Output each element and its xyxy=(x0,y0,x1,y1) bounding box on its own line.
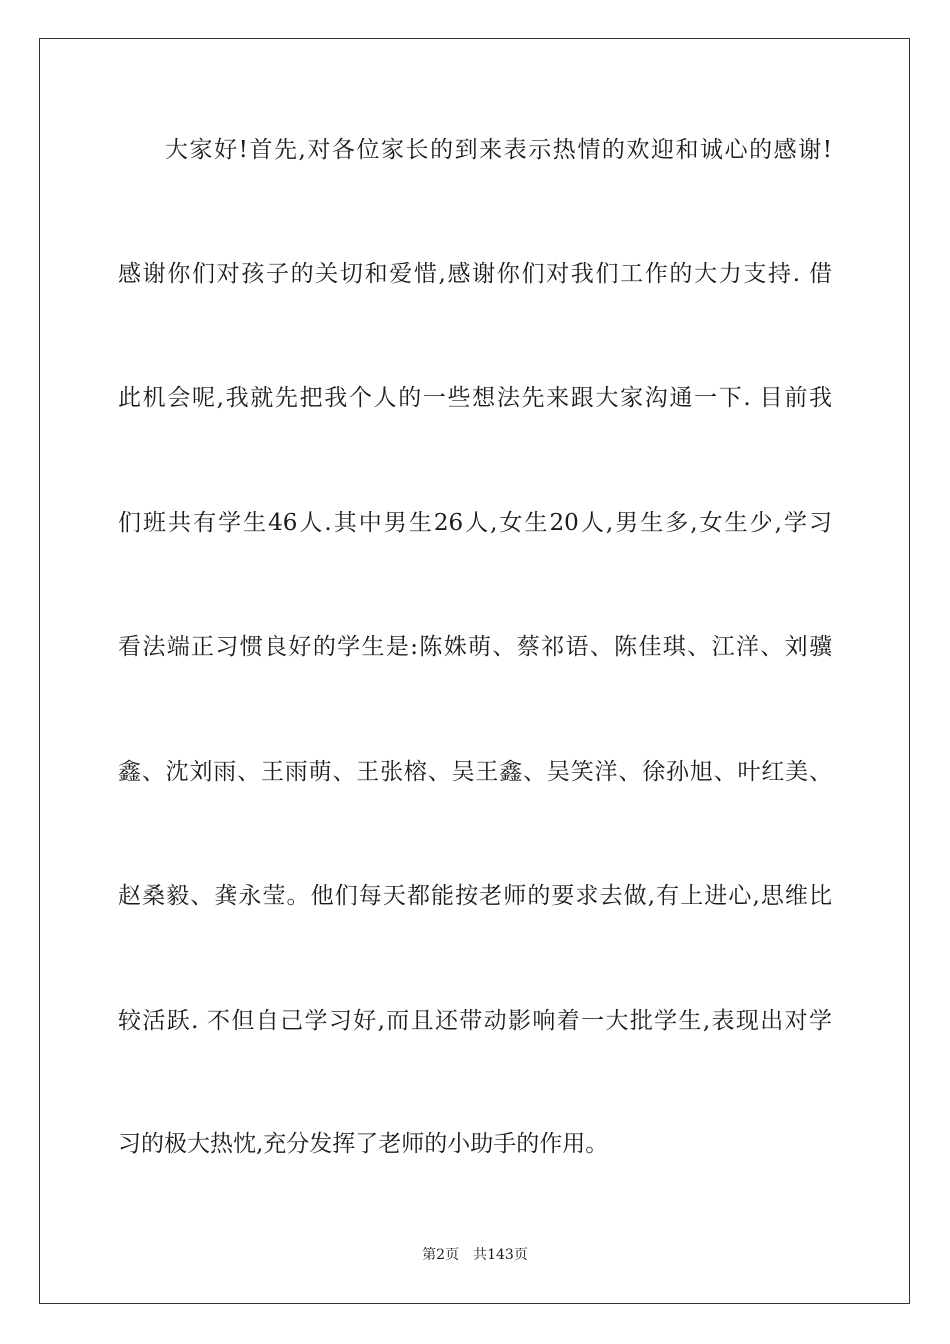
paragraph-line-8: 较活跃. 不但自己学习好,而且还带动影响着一大批学生,表现出对学 xyxy=(118,1008,832,1034)
paragraph-line-7: 赵桑毅、龚永莹。他们每天都能按老师的要求去做,有上进心,思维比 xyxy=(118,883,832,909)
page-footer xyxy=(0,1246,950,1264)
total-pages: 共143页 xyxy=(473,1247,528,1263)
paragraph-line-4: 们班共有学生46人.其中男生26人,女生20人,男生多,女生少,学习 xyxy=(118,510,832,536)
paragraph-line-2: 感谢你们对孩子的关切和爱惜,感谢你们对我们工作的大力支持. 借 xyxy=(118,261,832,287)
page-number: 第2页 xyxy=(422,1247,460,1263)
page-border xyxy=(39,38,910,1304)
paragraph-line-6: 鑫、沈刘雨、王雨萌、王张榕、吴王鑫、吴笑洋、徐孙旭、叶红美、 xyxy=(118,759,832,785)
paragraph-line-5: 看法端正习惯良好的学生是:陈姝萌、蔡祁语、陈佳琪、江洋、刘骥 xyxy=(118,634,832,660)
paragraph-line-3: 此机会呢,我就先把我个人的一些想法先来跟大家沟通一下. 目前我 xyxy=(118,385,832,411)
paragraph-line-9: 习的极大热忱,充分发挥了老师的小助手的作用。 xyxy=(118,1131,609,1157)
paragraph-line-1: 大家好!首先,对各位家长的到来表示热情的欢迎和诚心的感谢! xyxy=(165,137,832,163)
